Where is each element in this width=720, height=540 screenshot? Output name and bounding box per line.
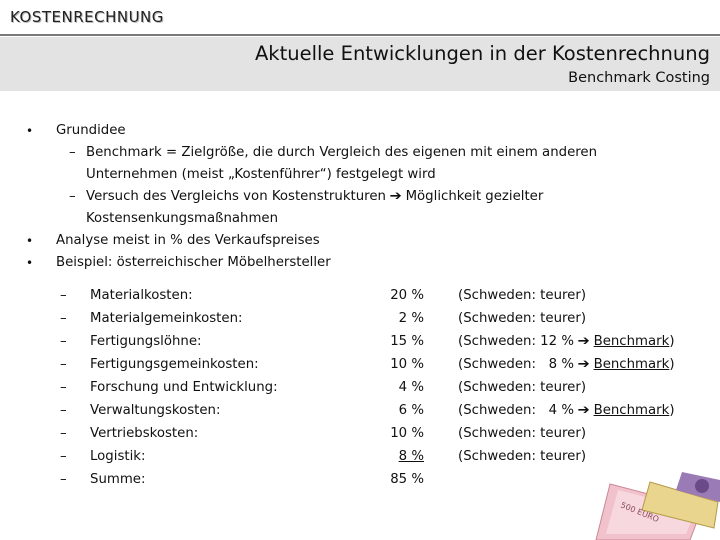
benchmark-label: Benchmark xyxy=(593,357,670,372)
cost-value: 4 % xyxy=(398,380,424,395)
cost-row xyxy=(60,311,700,334)
top-bar xyxy=(0,0,720,36)
sub-item-text xyxy=(86,186,543,208)
compare-text: (Schweden: 8 % xyxy=(458,357,579,372)
cost-compare xyxy=(458,403,675,418)
cost-name: Verwaltungskosten: xyxy=(90,403,221,418)
sub-dash: – xyxy=(69,189,76,204)
bullet-dot: • xyxy=(26,124,34,138)
row-dash: – xyxy=(60,380,67,395)
cost-name: Materialgemeinkosten: xyxy=(90,311,243,326)
cost-value: 20 % xyxy=(390,288,424,303)
compare-text: ) xyxy=(669,334,675,349)
sub-item-text: Benchmark = Zielgröße, die durch Vergleich des eigenen mit einem anderen xyxy=(86,145,598,160)
sub-text-part: Möglichkeit gezielter xyxy=(401,189,544,204)
benchmark-label: Benchmark xyxy=(593,403,670,418)
cost-value: 10 % xyxy=(390,426,424,441)
slide-title: Aktuelle Entwicklungen in der Kostenrechnung xyxy=(254,42,710,65)
cost-row xyxy=(60,403,700,426)
cost-compare: (Schweden: teurer) xyxy=(458,426,587,441)
cost-name: Fertigungslöhne: xyxy=(90,334,202,349)
cost-row xyxy=(60,288,700,311)
compare-text: (Schweden: 12 % xyxy=(458,334,579,349)
slide-subtitle: Benchmark Costing xyxy=(568,70,710,86)
cost-value xyxy=(380,449,424,464)
cost-name: Summe: xyxy=(90,472,146,487)
arrow-icon: ➔ xyxy=(389,189,402,204)
arrow-icon: ➔ xyxy=(577,357,590,372)
cost-value: 10 % xyxy=(390,357,424,372)
cost-row xyxy=(60,380,700,403)
cost-compare xyxy=(458,334,675,349)
cost-name: Materialkosten: xyxy=(90,288,193,303)
row-dash: – xyxy=(60,403,67,418)
bullet-text: Grundidee xyxy=(56,123,126,138)
arrow-icon: ➔ xyxy=(577,403,590,418)
sub-item-text: Unternehmen (meist „Kostenführer“) festgelegt wird xyxy=(86,167,436,182)
compare-text: (Schweden: 4 % xyxy=(458,403,579,418)
cost-compare: (Schweden: teurer) xyxy=(458,449,587,464)
bullet-text: Beispiel: österreichischer Möbelhersteller xyxy=(56,255,331,270)
sub-item-text: Kostensenkungsmaßnahmen xyxy=(86,211,279,226)
cost-value: 85 % xyxy=(390,472,424,487)
cost-name: Forschung und Entwicklung: xyxy=(90,380,278,395)
row-dash: – xyxy=(60,334,67,349)
cost-value: 15 % xyxy=(390,334,424,349)
row-dash: – xyxy=(60,449,67,464)
header-divider xyxy=(0,34,720,36)
cost-name: Fertigungsgemeinkosten: xyxy=(90,357,259,372)
cost-row xyxy=(60,357,700,380)
bullet-text: Analyse meist in % des Verkaufspreises xyxy=(56,233,320,248)
sub-dash: – xyxy=(69,145,76,160)
row-dash: – xyxy=(60,357,67,372)
cost-name: Logistik: xyxy=(90,449,146,464)
cost-compare: (Schweden: teurer) xyxy=(458,380,587,395)
section-title: KOSTENRECHNUNG xyxy=(10,8,164,26)
row-dash: – xyxy=(60,288,67,303)
row-dash: – xyxy=(60,311,67,326)
benchmark-label: Benchmark xyxy=(593,334,670,349)
banknotes-image xyxy=(590,462,720,540)
cost-value: 6 % xyxy=(398,403,424,418)
sub-text-part: Versuch des Vergleichs von Kostenstrukturen xyxy=(86,189,391,204)
arrow-icon: ➔ xyxy=(577,334,590,349)
bullet-dot: • xyxy=(26,234,34,248)
cost-name: Vertriebskosten: xyxy=(90,426,199,441)
cost-compare: (Schweden: teurer) xyxy=(458,311,587,326)
banknote-text: 500 EURO xyxy=(619,500,661,525)
cost-compare xyxy=(458,357,675,372)
cost-row xyxy=(60,426,700,449)
compare-text: ) xyxy=(669,357,675,372)
bullet-dot: • xyxy=(26,256,34,270)
compare-text: ) xyxy=(669,403,675,418)
cost-value-underlined: 8 % xyxy=(398,449,424,464)
cost-compare: (Schweden: teurer) xyxy=(458,288,587,303)
row-dash: – xyxy=(60,426,67,441)
row-dash: – xyxy=(60,472,67,487)
cost-row xyxy=(60,334,700,357)
cost-value: 2 % xyxy=(398,311,424,326)
